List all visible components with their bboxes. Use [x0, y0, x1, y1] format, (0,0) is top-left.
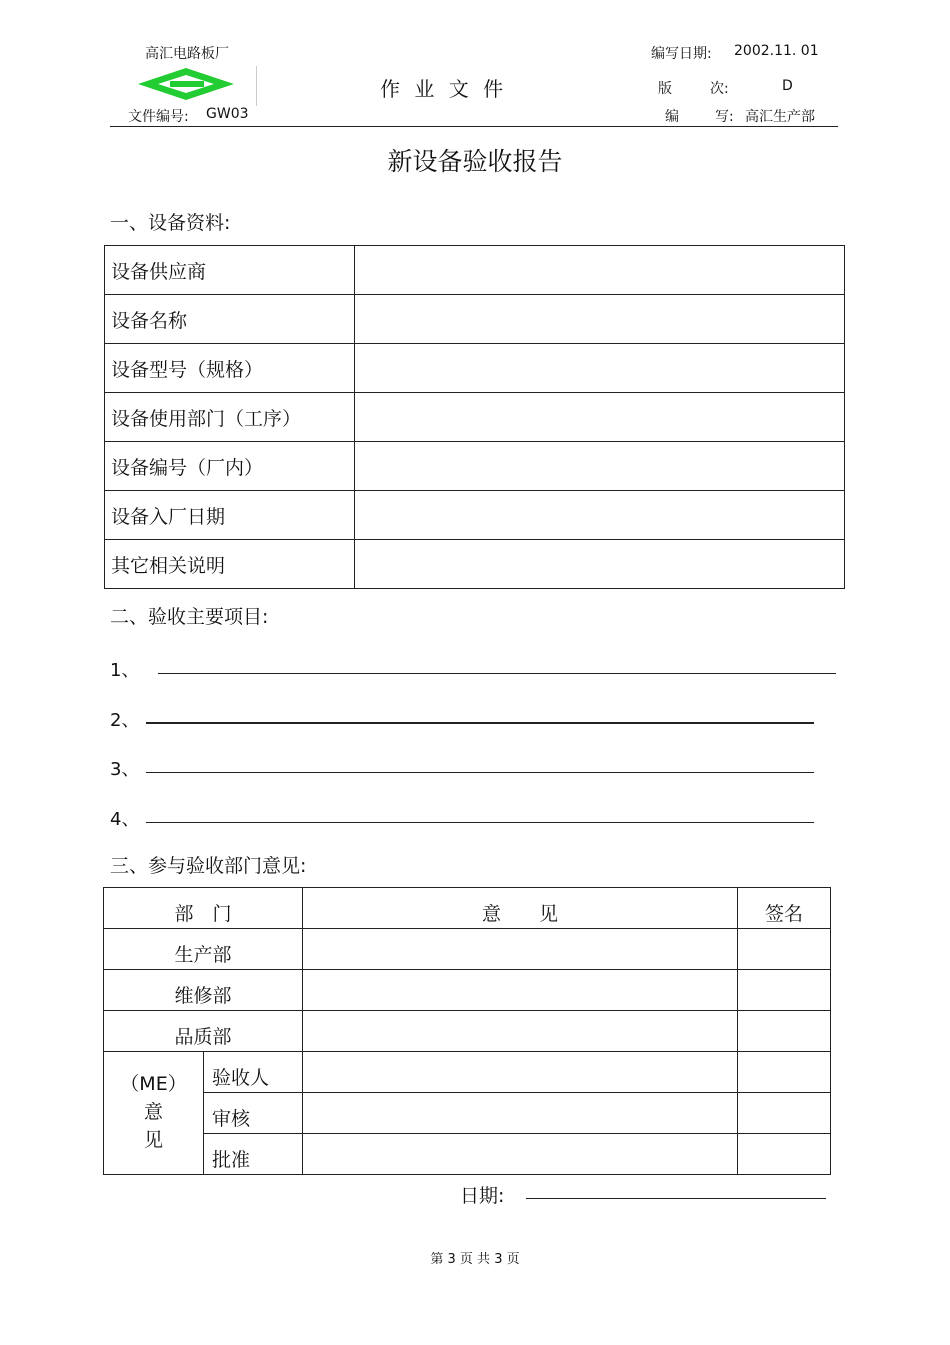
opinion-cell[interactable] [303, 1011, 738, 1052]
row-label: 其它相关说明 [105, 540, 355, 589]
opinion-cell[interactable] [303, 1134, 738, 1175]
value-cell[interactable] [355, 393, 845, 442]
table-row [105, 344, 845, 393]
dept-name: 生产部 [104, 929, 303, 970]
table-row [105, 393, 845, 442]
row-label: 设备型号（规格） [105, 344, 355, 393]
value-cell[interactable] [355, 344, 845, 393]
department-opinion-table [103, 887, 831, 1175]
dept-name: 品质部 [104, 1011, 303, 1052]
dept-name: 维修部 [104, 970, 303, 1011]
me-label-3: 见 [143, 1129, 163, 1151]
section1-heading: 一、设备资料: [110, 212, 231, 234]
table-row [104, 1052, 831, 1093]
date-field-label: 日期: [460, 1185, 505, 1207]
item-number: 2、 [110, 710, 140, 731]
section3-heading: 三、参与验收部门意见: [110, 855, 307, 877]
version-label-2: 次: [710, 81, 729, 97]
col-dept-header: 部 门 [104, 888, 303, 929]
table-row [104, 970, 831, 1011]
table-row [104, 929, 831, 970]
me-opinion-label [104, 1052, 204, 1175]
opinion-cell[interactable] [303, 1052, 738, 1093]
value-cell[interactable] [355, 295, 845, 344]
sign-cell[interactable] [738, 970, 831, 1011]
row-label: 设备编号（厂内） [105, 442, 355, 491]
item-number: 4、 [110, 809, 140, 830]
opinion-cell[interactable] [303, 1093, 738, 1134]
section2-heading: 二、验收主要项目: [110, 606, 269, 628]
me-role: 验收人 [204, 1052, 303, 1093]
value-cell[interactable] [355, 540, 845, 589]
item-line[interactable] [158, 673, 836, 674]
table-row [105, 540, 845, 589]
me-role: 批准 [204, 1134, 303, 1175]
item-number: 3、 [110, 759, 140, 780]
sign-cell[interactable] [738, 1011, 831, 1052]
version-value: D [782, 78, 793, 94]
table-row [105, 491, 845, 540]
author-label-2: 写: [715, 109, 734, 125]
sign-cell[interactable] [738, 1093, 831, 1134]
col-opinion-header: 意 见 [303, 888, 738, 929]
value-cell[interactable] [355, 246, 845, 295]
page-title: 新设备验收报告 [387, 147, 563, 176]
item-line[interactable] [146, 722, 814, 724]
table-row [105, 246, 845, 295]
item-number: 1、 [110, 660, 140, 681]
equipment-info-table [104, 245, 845, 589]
item-line[interactable] [146, 822, 814, 823]
doc-type: 作 业 文 件 [380, 77, 508, 101]
version-label: 版 [658, 81, 672, 97]
row-label: 设备名称 [105, 295, 355, 344]
sign-cell[interactable] [738, 929, 831, 970]
item-line[interactable] [146, 772, 814, 773]
table-row [105, 295, 845, 344]
company-name: 高汇电路板厂 [145, 46, 229, 62]
row-label: 设备使用部门（工序） [105, 393, 355, 442]
me-label: （ME） [120, 1073, 187, 1095]
sign-cell[interactable] [738, 1052, 831, 1093]
company-logo [136, 66, 236, 102]
opinion-cell[interactable] [303, 970, 738, 1011]
table-header-row [104, 888, 831, 929]
value-cell[interactable] [355, 491, 845, 540]
table-row [105, 442, 845, 491]
col-sign-header: 签名 [738, 888, 831, 929]
opinion-cell[interactable] [303, 929, 738, 970]
header-divider [256, 66, 257, 106]
me-role: 审核 [204, 1093, 303, 1134]
date-value: 2002.11. 01 [734, 43, 819, 59]
date-field-line[interactable] [526, 1198, 826, 1199]
author-value: 高汇生产部 [745, 109, 815, 125]
author-label: 编 [665, 109, 679, 125]
page-footer: 第 3 页 共 3 页 [430, 1252, 520, 1267]
table-row [104, 1093, 831, 1134]
doc-number: GW03 [206, 106, 249, 122]
value-cell[interactable] [355, 442, 845, 491]
sign-cell[interactable] [738, 1134, 831, 1175]
row-label: 设备供应商 [105, 246, 355, 295]
header-rule [110, 126, 838, 127]
row-label: 设备入厂日期 [105, 491, 355, 540]
me-label-2: 意 [143, 1101, 163, 1123]
doc-number-label: 文件编号: [128, 109, 189, 125]
table-row [104, 1011, 831, 1052]
date-label: 编写日期: [651, 46, 712, 62]
table-row [104, 1134, 831, 1175]
